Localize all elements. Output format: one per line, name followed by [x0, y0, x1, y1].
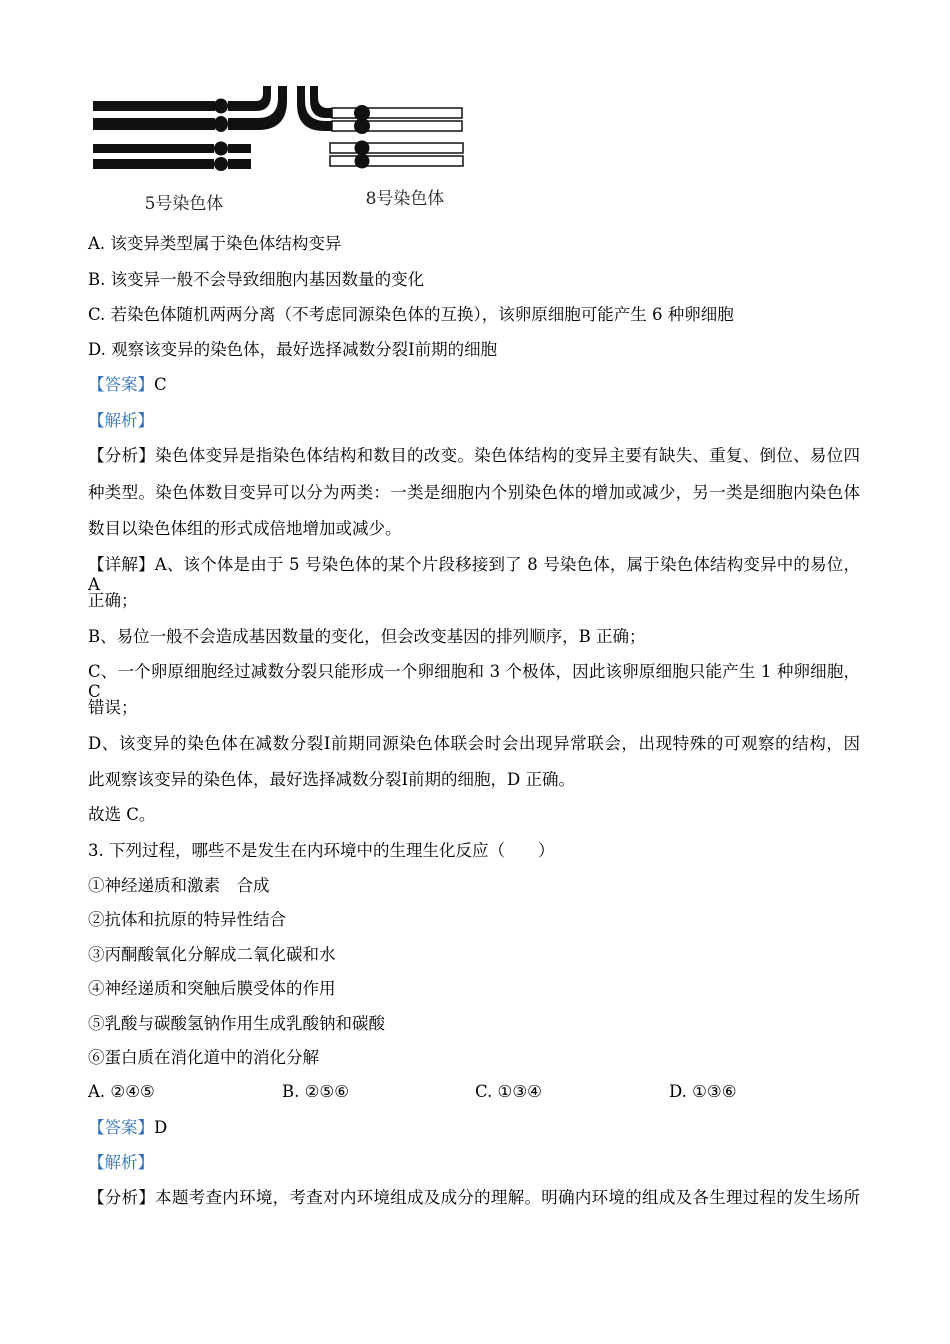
q2-detail-line: 【详解】A、该个体是由于 5 号染色体的某个片段移接到了 8 号染色体，属于染色体结构变异中的易位，A [88, 555, 860, 594]
q2-detail-line: B、易位一般不会造成基因数量的变化，但会改变基因的排列顺序，B 正确； [88, 627, 646, 646]
chromosome-8-normal [330, 141, 463, 169]
q2-detail-line: 正确； [88, 591, 138, 610]
centromere-5b [214, 116, 228, 132]
centromere-5d [214, 157, 228, 171]
chromosome-5-translocated [93, 86, 287, 132]
q3-item-5: ⑤乳酸与碳酸氢钠作用生成乳酸钠和碳酸 [88, 1014, 385, 1033]
centromere-5c [214, 142, 228, 156]
answer-tag: 【答案】 [88, 1118, 154, 1137]
translocated-segment-8a [310, 86, 333, 118]
q2-analysis-line: 【分析】染色体变异是指染色体结构和数目的改变。染色体结构的变异主要有缺失、重复、倒位、易位四 [88, 446, 860, 465]
q3-analysis-tag: 【解析】 [88, 1153, 154, 1172]
q3-choice-c: C. ①③④ [475, 1082, 542, 1101]
q3-choice-d: D. ①③⑥ [669, 1082, 737, 1101]
chromatid-8d [330, 156, 463, 166]
answer-value: C [154, 375, 167, 394]
centromere-8d [355, 154, 370, 169]
q2-analysis-line: 数目以染色体组的形式成倍地增加或减少。 [88, 519, 402, 538]
q2-answer-line [88, 375, 167, 395]
q2-option-a: A. 该变异类型属于染色体结构变异 [88, 234, 342, 253]
q2-analysis-line: 种类型。染色体数目变异可以分为两类：一类是细胞内个别染色体的增加或减少，另一类是细胞内染色体 [88, 483, 860, 502]
q3-item-3: ③丙酮酸氧化分解成二氧化碳和水 [88, 945, 336, 964]
q3-choices [88, 1082, 860, 1102]
q3-choice-b: B. ②⑤⑥ [282, 1082, 349, 1101]
centromere-8b [354, 118, 370, 134]
chromosome-8-translocated [297, 86, 462, 134]
q3-item-1: ①神经递质和激素 合成 [88, 876, 270, 895]
chromosome-5-normal [93, 142, 251, 172]
q2-option-b: B. 该变异一般不会导致细胞内基因数量的变化 [88, 270, 425, 289]
chromatid-5d-left-arm [93, 159, 214, 169]
chromatid-8b [332, 121, 462, 131]
q3-item-4: ④神经递质和突触后膜受体的作用 [88, 979, 336, 998]
chromatid-5b-left-arm [93, 118, 215, 130]
answer-tag: 【答案】 [88, 375, 154, 394]
q3-answer-line [88, 1118, 167, 1138]
chromatid-8a [332, 108, 462, 118]
q2-detail-line: 此观察该变异的染色体，最好选择减数分裂Ⅰ前期的细胞，D 正确。 [88, 770, 575, 789]
q2-option-c: C. 若染色体随机两两分离（不考虑同源染色体的互换），该卵原细胞可能产生 6 种卵细胞 [88, 305, 734, 324]
q2-conclusion: 故选 C。 [88, 805, 156, 824]
q2-detail-line: D、该变异的染色体在减数分裂Ⅰ前期同源染色体联会时会出现异常联会，出现特殊的可观察的结构，因 [88, 734, 860, 753]
answer-value: D [154, 1118, 168, 1137]
q3-stem: 3. 下列过程，哪些不是发生在内环境中的生理生化反应（ ） [88, 841, 555, 860]
q3-analysis-line: 【分析】本题考查内环境，考查对内环境组成及成分的理解。明确内环境的组成及各生理过程的发生场所 [88, 1188, 860, 1207]
chromosome-figure [80, 80, 480, 220]
chromatid-5c-left-arm [93, 144, 214, 153]
chromatid-5d-right-arm [228, 159, 251, 169]
chromatid-5a-bent-arm [228, 86, 271, 111]
q3-item-2: ②抗体和抗原的特异性结合 [88, 910, 286, 929]
centromere-8c [355, 141, 370, 156]
q3-choice-a: A. ②④⑤ [88, 1082, 155, 1101]
q2-option-d: D. 观察该变异的染色体，最好选择减数分裂Ⅰ前期的细胞 [88, 340, 498, 359]
q3-item-6: ⑥蛋白质在消化道中的消化分解 [88, 1048, 319, 1067]
label-chromosome-8: 8号染色体 [365, 189, 445, 209]
label-chromosome-5: 5号染色体 [144, 194, 224, 214]
q2-detail-line: C、一个卵原细胞经过减数分裂只能形成一个卵细胞和 3 个极体，因此该卵原细胞只能产生 1 种卵细胞，C [88, 662, 860, 701]
q2-analysis-tag: 【解析】 [88, 411, 154, 430]
centromere-5a [214, 99, 228, 114]
chromatid-5a-left-arm [93, 101, 215, 111]
q2-detail-line: 错误； [88, 698, 138, 717]
chromatid-8c [330, 143, 463, 153]
chromatid-5c-right-arm [228, 144, 251, 153]
